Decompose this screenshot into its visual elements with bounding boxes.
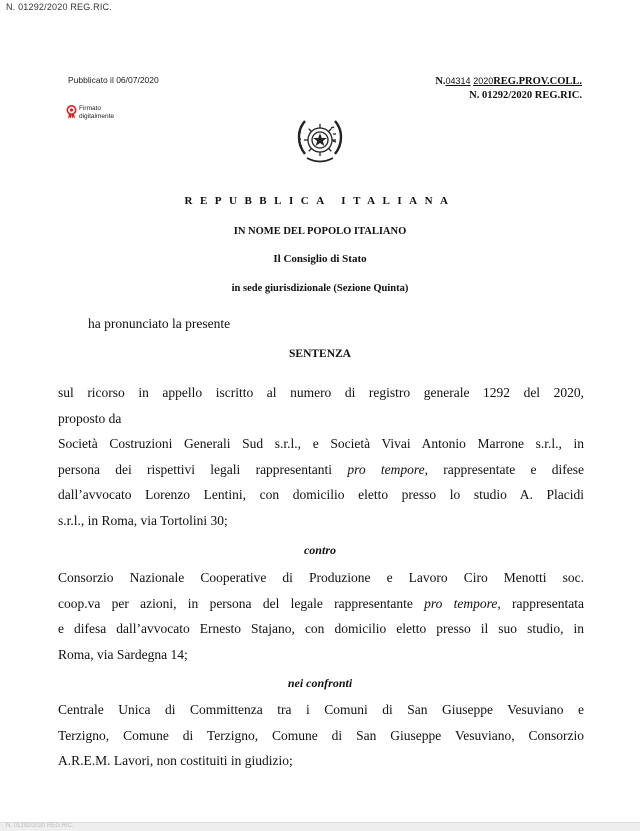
signature-label: Firmato digitalmente	[79, 105, 115, 120]
other-parties-paragraph: Centrale Unica di Committenza tra i Comuni di San Giuseppe Vesuviano e Terzigno, Comune di Terzigno, Comune di San Giuseppe Vesuviano, Consorzio A.R.E.M. Lavori, non costituiti in giudizio;	[58, 702, 584, 768]
sentenza-heading: SENTENZA	[289, 348, 351, 360]
reg-year: 2020	[473, 76, 494, 86]
section-heading: in sede giurisdizionale (Sezione Quinta)	[231, 283, 409, 294]
registry-numbers	[435, 74, 582, 103]
signature-seal-icon	[66, 105, 77, 119]
in-nome-heading: IN NOME DEL POPOLO ITALIANO	[233, 226, 407, 237]
respondent-paragraph: Consorzio Nazionale Cooperative di Produzione e Lavoro Ciro Menotti soc. coop.va per azioni, in persona del legale rappresentante pro tempore, rappresentata e difesa dall’avvocato Ernesto Stajano, con domicilio eletto presso il suo studio, in Roma, via Sardegna 14;	[58, 570, 584, 662]
page-header-case-number: N. 01292/2020 REG.RIC.	[6, 2, 112, 12]
nei-confronti-heading: nei confronti	[287, 676, 353, 690]
next-page-edge	[0, 823, 640, 831]
next-page-header-case-number: N. 01292/2020 REG.RIC.	[6, 823, 74, 829]
republic-heading: REPUBBLICA ITALIANA	[184, 195, 456, 207]
publication-date: Pubblicato il 06/07/2020	[68, 75, 159, 85]
council-heading: Il Consiglio di Stato	[273, 253, 367, 265]
italian-republic-emblem-icon	[291, 112, 349, 170]
contro-heading: contro	[303, 543, 336, 557]
pronounced-line: ha pronunciato la presente	[88, 316, 231, 331]
reg-prov-coll: N.04314 2020REG.PROV.COLL.	[435, 76, 582, 87]
appellants-paragraph: sul ricorso in appello iscritto al numero di registro generale 1292 del 2020, proposto da Società Costruzioni Generali Sud s.r.l., e Società Vivai Antonio Marrone s.r.l., in persona dei rispettivi legali rappresentanti pro tempore, rappresentate e difese dall’avvocato Lorenzo Lentini, con domicilio eletto presso lo studio A. Placidi s.r.l., in Roma, via Tortolini 30;	[58, 385, 585, 528]
reg-number: 04314	[445, 76, 471, 86]
reg-ric: N. 01292/2020 REG.RIC.	[469, 90, 582, 101]
digital-signature-stamp	[66, 105, 114, 121]
